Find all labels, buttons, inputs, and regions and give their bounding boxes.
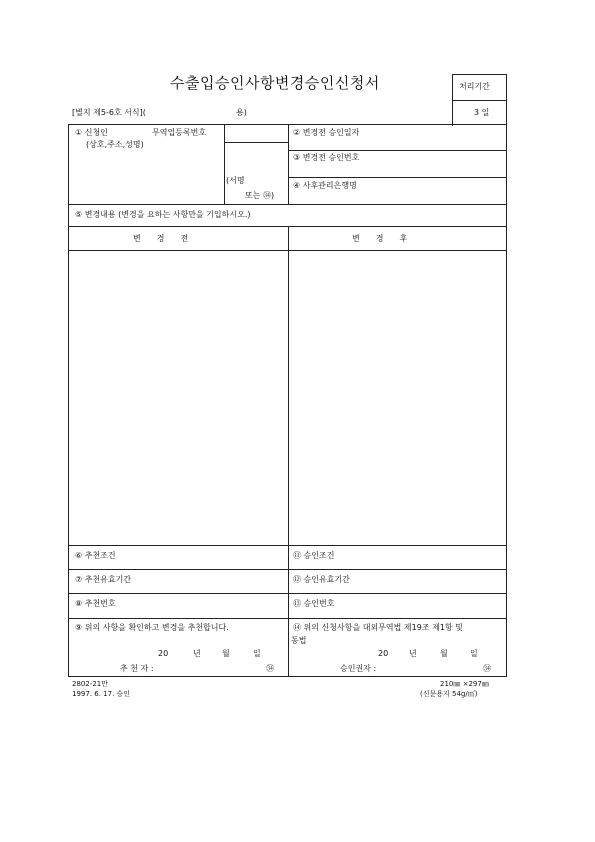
rec-day-label: 일	[253, 649, 261, 658]
bank-name-label: ④ 사후관리은행명	[293, 181, 357, 190]
trade-registration-label: 무역업등록번호	[152, 128, 207, 137]
paper-type: (신문용지 54g/㎡)	[420, 690, 478, 698]
paper-size: 210㎜ ×297㎜	[440, 680, 489, 688]
approver-seal: ㉞	[483, 664, 491, 673]
recommender-seal: ㉞	[266, 664, 274, 673]
before-change-field[interactable]	[70, 252, 286, 543]
applicant-sub-label: (상호,주소,성명)	[86, 140, 144, 149]
prev-approval-number-label: ③ 변경전 승인번호	[293, 153, 360, 162]
form-title: 수출입승인사항변경승인신청서	[170, 74, 380, 92]
appr-year-label: 년	[409, 649, 417, 658]
prev-approval-date-label: ② 변경전 승인일자	[293, 128, 360, 137]
approval-validity-label: ⑫ 승인유효기간	[293, 575, 350, 584]
signature-or-seal: 또는 ㉞)	[245, 191, 275, 200]
form-code: 2802-21만	[72, 680, 109, 688]
appr-year: 20	[378, 649, 389, 658]
trade-registration-field[interactable]	[226, 126, 286, 140]
applicant-label: ① 신청인	[75, 128, 108, 137]
rec-month-label: 월	[222, 649, 230, 658]
recommendation-validity-label: ⑦ 추천유효기간	[75, 575, 132, 584]
recommendation-statement: ⑨ 위의 사항을 확인하고 변경을 추천합니다.	[75, 623, 229, 632]
processing-period-label: 처리기간	[459, 82, 490, 91]
rec-year: 20	[158, 649, 169, 658]
form-usage: 용)	[236, 108, 247, 117]
recommendation-condition-label: ⑥ 추천조건	[75, 551, 116, 560]
approval-statement: ⑭ 위의 신청사항을 대외무역법 제19조 제1항 및	[293, 623, 463, 632]
approval-number-label: ⑬ 승인번호	[293, 599, 335, 608]
after-change-header: 변 경 후	[352, 234, 408, 243]
rec-year-label: 년	[193, 649, 201, 658]
approval-date-footer: 1997. 6. 17. 승인	[72, 690, 131, 698]
appr-day-label: 일	[470, 649, 478, 658]
approval-condition-label: ⑪ 승인조건	[293, 551, 335, 560]
recommendation-number-label: ⑧ 추천번호	[75, 599, 116, 608]
signature-label: (서명	[226, 176, 245, 185]
after-change-field[interactable]	[290, 252, 504, 543]
processing-period-value: 3 일	[474, 108, 490, 117]
change-content-label: ⑤ 변경내용 (변경을 요하는 사항만을 기입하시오.)	[75, 210, 251, 219]
approval-statement-cont: 동법	[291, 636, 307, 645]
appr-month-label: 월	[440, 649, 448, 658]
form-reference: [별지 제5-6호 서식](	[72, 108, 146, 117]
approver-label: 승인권자 :	[340, 664, 377, 673]
recommender-label: 추 천 자 :	[120, 664, 154, 673]
before-change-header: 변 경 전	[133, 234, 189, 243]
